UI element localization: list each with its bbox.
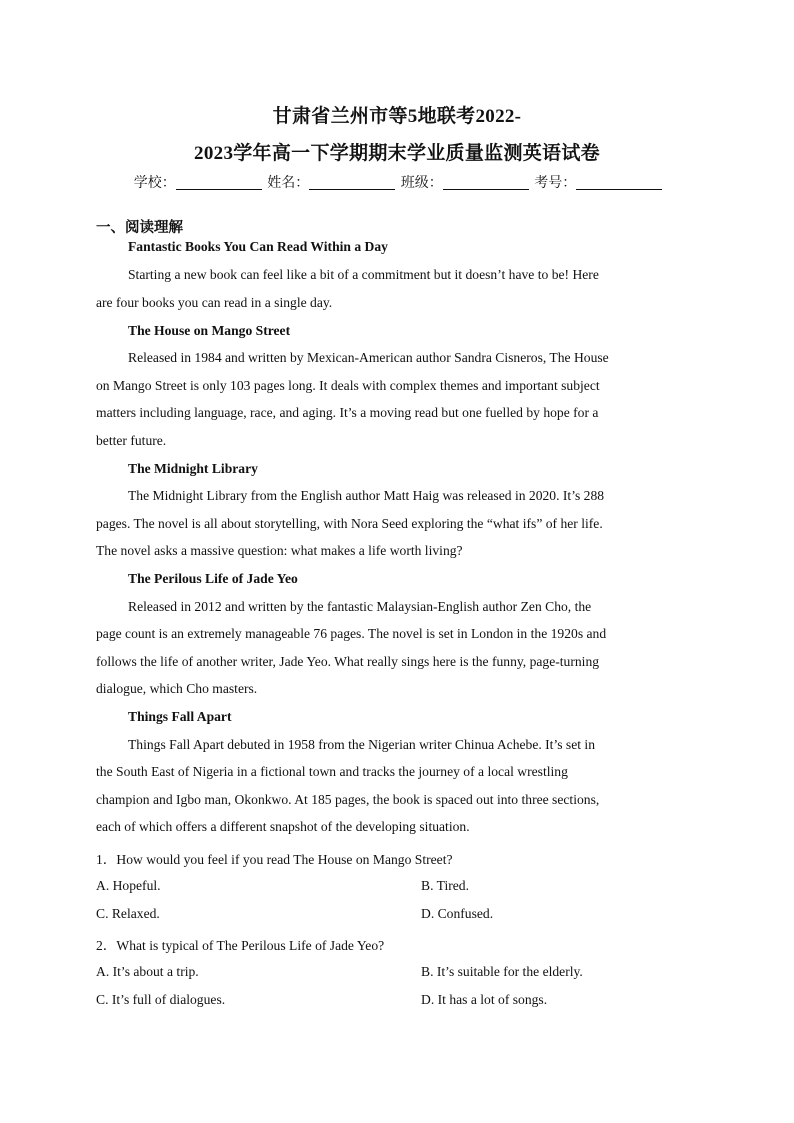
- answer-option[interactable]: A. Hopeful.: [96, 878, 161, 893]
- book-title: The Midnight Library: [128, 461, 258, 476]
- answer-option[interactable]: D. Confused.: [421, 906, 494, 921]
- book-text-line: pages. The novel is all about storytelling, with Nora Seed exploring the “what ifs” of her life.: [96, 516, 603, 531]
- name-label: 姓名：: [267, 176, 310, 191]
- exam-title-line-2: 2023学年高一下学期期末学业质量监测英语试卷: [194, 143, 600, 164]
- book-title: The Perilous Life of Jade Yeo: [128, 571, 298, 586]
- answer-option[interactable]: A. It’s about a trip.: [96, 964, 199, 979]
- answer-option[interactable]: C. It’s full of dialogues.: [96, 992, 226, 1007]
- book-text-line: matters including language, race, and aging. It’s a moving read but one fuelled by hope for a: [96, 405, 599, 420]
- book-text-line: Released in 2012 and written by the fantastic Malaysian-English author Zen Cho, the: [128, 599, 592, 614]
- intro-line: are four books you can read in a single day.: [96, 295, 333, 310]
- book-text-line: on Mango Street is only 103 pages long. It deals with complex themes and important subject: [96, 378, 600, 393]
- class-blank: [443, 175, 529, 190]
- school-blank: [176, 175, 262, 190]
- exam-number-blank: [576, 175, 662, 190]
- exam-number-label: 考号：: [534, 176, 577, 191]
- name-blank: [309, 175, 395, 190]
- book-text-line: The novel asks a massive question: what makes a life worth living?: [96, 543, 463, 558]
- book-text-line: champion and Igbo man, Okonkwo. At 185 pages, the book is spaced out into three sections,: [96, 792, 600, 807]
- book-text-line: Things Fall Apart debuted in 1958 from the Nigerian writer Chinua Achebe. It’s set in: [128, 737, 595, 752]
- class-label: 班级：: [400, 176, 443, 191]
- passage-title: Fantastic Books You Can Read Within a Day: [128, 239, 388, 254]
- book-text-line: Released in 1984 and written by Mexican-American author Sandra Cisneros, The House: [128, 350, 609, 365]
- book-title: Things Fall Apart: [128, 709, 232, 724]
- answer-option[interactable]: B. It’s suitable for the elderly.: [421, 964, 583, 979]
- book-text-line: The Midnight Library from the English author Matt Haig was released in 2020. It’s 288: [128, 488, 605, 503]
- answer-option[interactable]: C. Relaxed.: [96, 906, 160, 921]
- question-stem: 1．How would you feel if you read The House on Mango Street?: [96, 852, 453, 867]
- exam-title-line-1: 甘肃省兰州市等5地联考2022-: [272, 106, 522, 127]
- answer-option[interactable]: B. Tired.: [421, 878, 469, 893]
- book-text-line: the South East of Nigeria in a fictional town and tracks the journey of a local wrestling: [96, 764, 568, 779]
- book-text-line: follows the life of another writer, Jade Yeo. What really sings here is the funny, page-turning: [96, 654, 600, 669]
- book-text-line: dialogue, which Cho masters.: [96, 681, 258, 696]
- question-stem: 2．What is typical of The Perilous Life of Jade Yeo?: [96, 938, 385, 953]
- book-text-line: page count is an extremely manageable 76 pages. The novel is set in London in the 1920s and: [96, 626, 607, 641]
- answer-option[interactable]: D. It has a lot of songs.: [421, 992, 548, 1007]
- student-info-row: [0, 172, 794, 192]
- book-text-line: each of which offers a different snapshot of the developing situation.: [96, 819, 470, 834]
- book-text-line: better future.: [96, 433, 167, 448]
- school-label: 学校：: [133, 176, 176, 191]
- intro-line: Starting a new book can feel like a bit of a commitment but it doesn’t have to be! Here: [128, 267, 599, 282]
- book-title: The House on Mango Street: [128, 323, 291, 338]
- section-heading: 一、阅读理解: [96, 220, 183, 236]
